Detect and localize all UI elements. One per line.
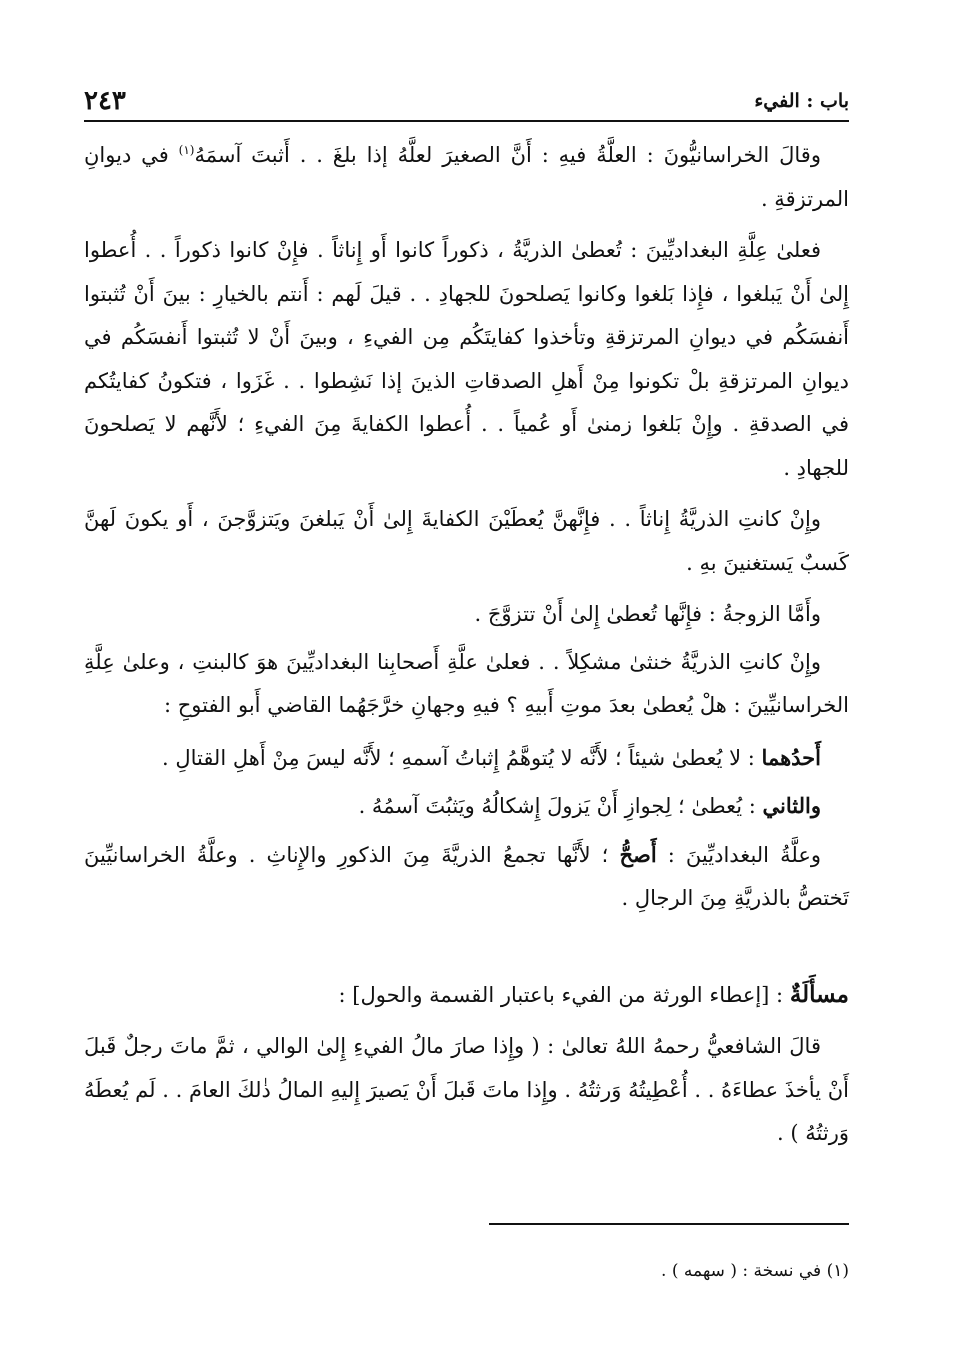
paragraph-1 xyxy=(84,134,849,221)
issue-heading xyxy=(84,973,849,1018)
paragraph-2: فعلىٰ عِلَّةِ البغداديِّينَ : تُعطىٰ الذريَّةُ ، ذكوراً كانوا أَو إِناثاً . فإِنْ كانوا ذكوراً . . أُعطوا إِلىٰ أَنْ يَبلغوا ، فإِذا بَلغوا وكانوا يَصلحونَ للجهادِ . . قيلَ لَهم : أَنتم بالخيارِ : بينَ أَنْ تُثبتوا أَنفسَكُم في ديوانِ المرتزقةِ وتأخذوا كفايتَكُم مِن الفيءِ ، وبينَ أَنْ لا تُثبتوا أَنفسَكُم في ديوانِ المرتزقةِ بلْ تكونوا مِنْ أَهلِ الصدقاتِ الذينَ إذا نَشِطوا . . غَزَوا ، فتكونُ كفايتُكم في الصدقةِ . وإِنْ بَلغوا زمنىٰ أَو عُمياً . . أُعطوا الكفايةَ مِنَ الفيءِ ؛ لأَنَّهم لا يَصلحونَ للجهادِ . xyxy=(84,238,849,480)
footnote-text: في نسخة : ( سهمه ) . xyxy=(661,1261,822,1281)
preferred-label: أَصحُّ xyxy=(619,841,657,867)
paragraph-9: قالَ الشافعيُّ رحمهُ اللهُ تعالىٰ : ( وإِذا صارَ مالُ الفيءِ إِلىٰ الوالي ، ثمَّ ماتَ رجلٌ قَبلَ أَنْ يأخذَ عطاءَهُ . . أُعْطِيتُهُ وَرثتُهُ . وإِذا ماتَ قَبلَ أَنْ يَصيرَ إِليهِ المالُ ذٰلكَ العامَ . . لَم يُعطَهُ وَرثتُهُ ) . xyxy=(84,1034,849,1145)
footnote xyxy=(84,1256,849,1286)
paragraph-6 xyxy=(84,736,849,781)
header-rule xyxy=(84,120,849,122)
first-view-label: أَحدُهما xyxy=(761,744,821,770)
paragraph-4: وأَمَّا الزوجةُ : فإِنَّها تُعطىٰ إِلىٰ أَنْ تتزوَّجَ . xyxy=(474,602,821,626)
page-body xyxy=(84,134,849,1164)
paragraph-3: وإِنْ كانتِ الذريَّةُ إِناثاً . . فإِنَّهنَّ يُعطَيْنَ الكفايةَ إِلىٰ أَنْ يَبلغنَ ويَتزوَّجنَ ، أَو يكونَ لَهنَّ كَسبٌ يَستغنينَ بهِ . xyxy=(84,507,849,575)
footnote-ref: (١) xyxy=(178,143,195,157)
page-number: ٢٤٣ xyxy=(84,86,126,116)
footnote-rule xyxy=(489,1223,849,1225)
paragraph-1-text-cont: في ديوانِ المرتزقةِ . xyxy=(84,143,849,211)
paragraph-8-text-cont: ؛ لأَنَّها تجمعُ الذريَّةَ مِنَ الذكورِ والإِناثِ . وعلَّةُ الخراسانيِّينَ تَختصُّ بالذريَّةِ مِنَ الرجالِ . xyxy=(84,842,849,910)
paragraph-8-text: وعلَّةُ البغداديِّينَ : xyxy=(656,842,821,867)
page-header xyxy=(84,86,849,116)
issue-label: مسأَلَةٌ xyxy=(789,980,849,1008)
running-title: باب : الفيء xyxy=(754,90,849,112)
paragraph-5: وإِنْ كانتِ الذريَّةُ خنثىٰ مشكِلاً . . فعلىٰ علَّةِ أَصحابِنا البغداديِّينَ هوَ كالبنتِ ، وعلىٰ عِلَّةِ الخراسانيِّينَ : هلْ يُعطىٰ بعدَ موتِ أَبيهِ ؟ فيهِ وجهانِ خرَّجَهُما القاضي أَبو الفتوحِ : xyxy=(84,649,849,717)
second-view-label: والثاني xyxy=(762,793,821,818)
section-spacer xyxy=(84,929,849,973)
paragraph-8 xyxy=(84,833,849,921)
paragraph-7 xyxy=(84,784,849,829)
issue-title: : [إعطاء الورثة من الفيء باعتبار القسمة والحول] : xyxy=(338,982,790,1007)
first-view-text: : لا يُعطىٰ شيئاً ؛ لأَنَّه لا يُتوهَّمُ إِثباتُ آسمهِ ؛ لأَنَّه ليسَ مِنْ أَهلِ القتالِ . xyxy=(161,745,762,770)
second-view-text: : يُعطىٰ ؛ لِجوازِ أَنْ يَزولَ إِشكالُهُ ويَثبُتَ آسمُهُ . xyxy=(358,794,763,818)
paragraph-1-text: وقالَ الخراسانيُّونَ : العلَّةُ فيهِ : أَنَّ الصغيرَ لعلَّهُ إذا بلغَ . . أَثبتَ آسمَهُ xyxy=(194,143,821,167)
footnote-marker: (١) xyxy=(826,1261,849,1281)
